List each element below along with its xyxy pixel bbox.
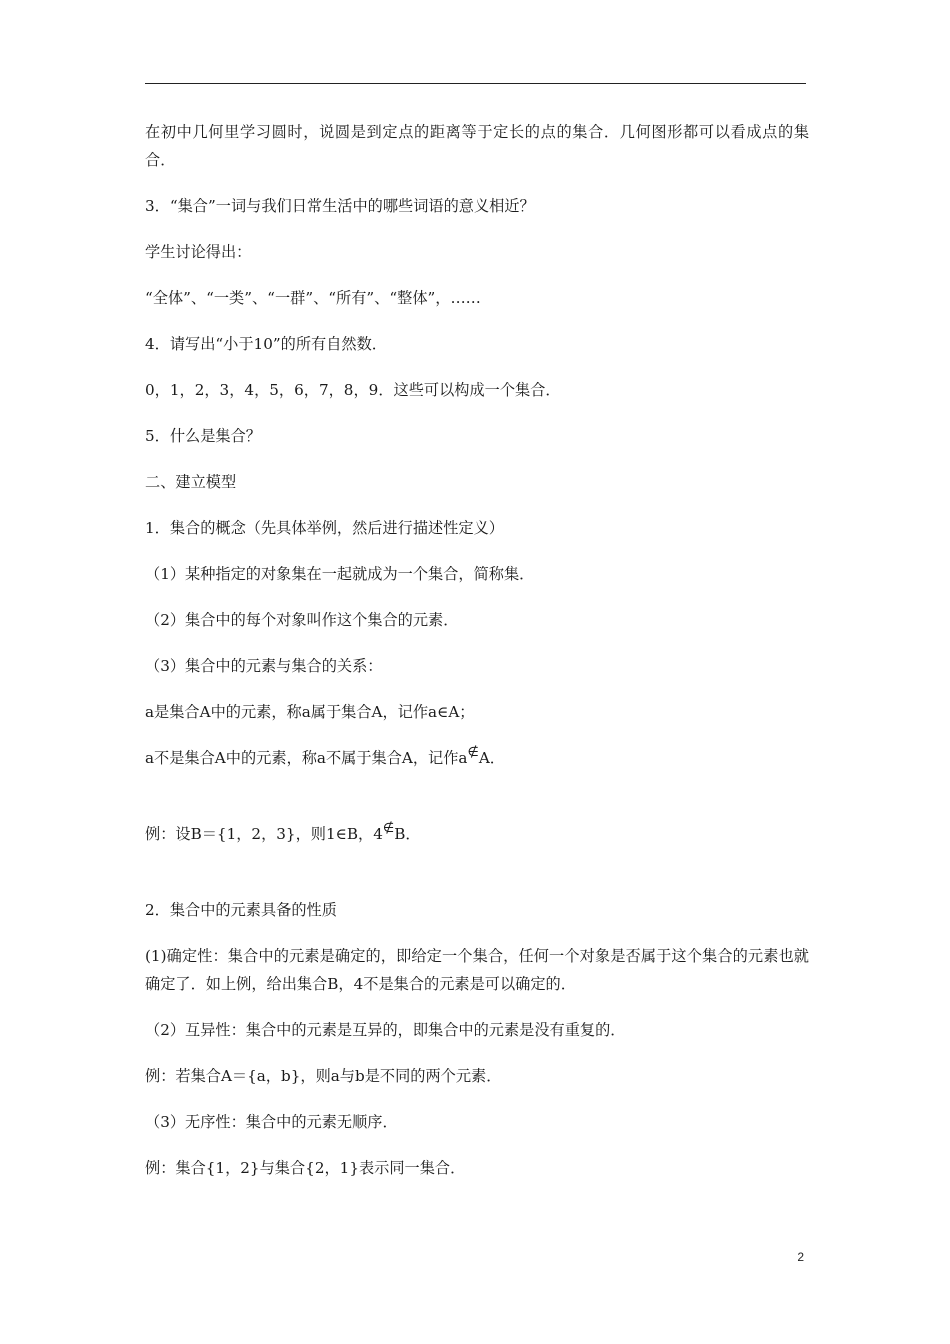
not-belongs-text: a不是集合A中的元素，称a不属于集合A，记作a (145, 749, 468, 767)
example-distinct: 例：若集合A＝{a，b}，则a与b是不同的两个元素． (145, 1067, 502, 1085)
concept-item-2: （2）集合中的每个对象叫作这个集合的元素． (145, 611, 459, 629)
property-distinctness: （2）互异性：集合中的元素是互异的，即集合中的元素是没有重复的． (145, 1021, 626, 1039)
similar-words: “全体”、“一类”、“一群”、“所有”、“整体”，…… (145, 289, 481, 307)
not-belongs-tail: A． (478, 749, 505, 767)
question-3: 3．“集合”一词与我们日常生活中的哪些词语的意义相近？ (145, 197, 535, 215)
document-body (145, 118, 809, 1200)
not-in-symbol: ∉ (467, 745, 479, 760)
property-unordered: （3）无序性：集合中的元素无顺序． (145, 1113, 398, 1131)
natural-numbers-answer: 0，1，2，3，4，5，6，7，8，9．这些可以构成一个集合． (145, 381, 561, 399)
question-5: 5．什么是集合？ (145, 427, 261, 445)
header-rule (145, 83, 806, 84)
student-discussion: 学生讨论得出： (145, 243, 252, 261)
not-in-symbol: ∉ (382, 821, 395, 836)
properties-heading: 2．集合中的元素具备的性质 (145, 901, 337, 919)
question-4: 4．请写出“小于10”的所有自然数． (145, 335, 387, 353)
belongs-definition: a是集合A中的元素，称a属于集合A，记作a∈A； (145, 703, 475, 721)
property-definiteness: (1)确定性：集合中的元素是确定的，即给定一个集合，任何一个对象是否属于这个集合的元素也就确定了．如上例，给出集合B，4不是集合的元素是可以确定的． (145, 947, 809, 993)
example-set-b (145, 820, 809, 850)
concept-item-3: （3）集合中的元素与集合的关系： (145, 657, 383, 675)
section-heading-model: 二、建立模型 (145, 473, 237, 491)
example-unordered: 例：集合{1，2}与集合{2，1}表示同一集合． (145, 1159, 466, 1177)
concept-heading: 1．集合的概念（先具体举例，然后进行描述性定义） (145, 519, 504, 537)
not-belongs-definition (145, 744, 809, 774)
concept-item-1: （1）某种指定的对象集在一起就成为一个集合，简称集． (145, 565, 535, 583)
example-set-b-tail: B． (394, 825, 421, 843)
example-set-b-text: 例：设B＝{1，2，3}，则1∈B，4 (145, 825, 383, 843)
page-number: 2 (797, 1250, 804, 1264)
paragraph-circle-definition: 在初中几何里学习圆时，说圆是到定点的距离等于定长的点的集合．几何图形都可以看成点的集合． (145, 123, 809, 169)
